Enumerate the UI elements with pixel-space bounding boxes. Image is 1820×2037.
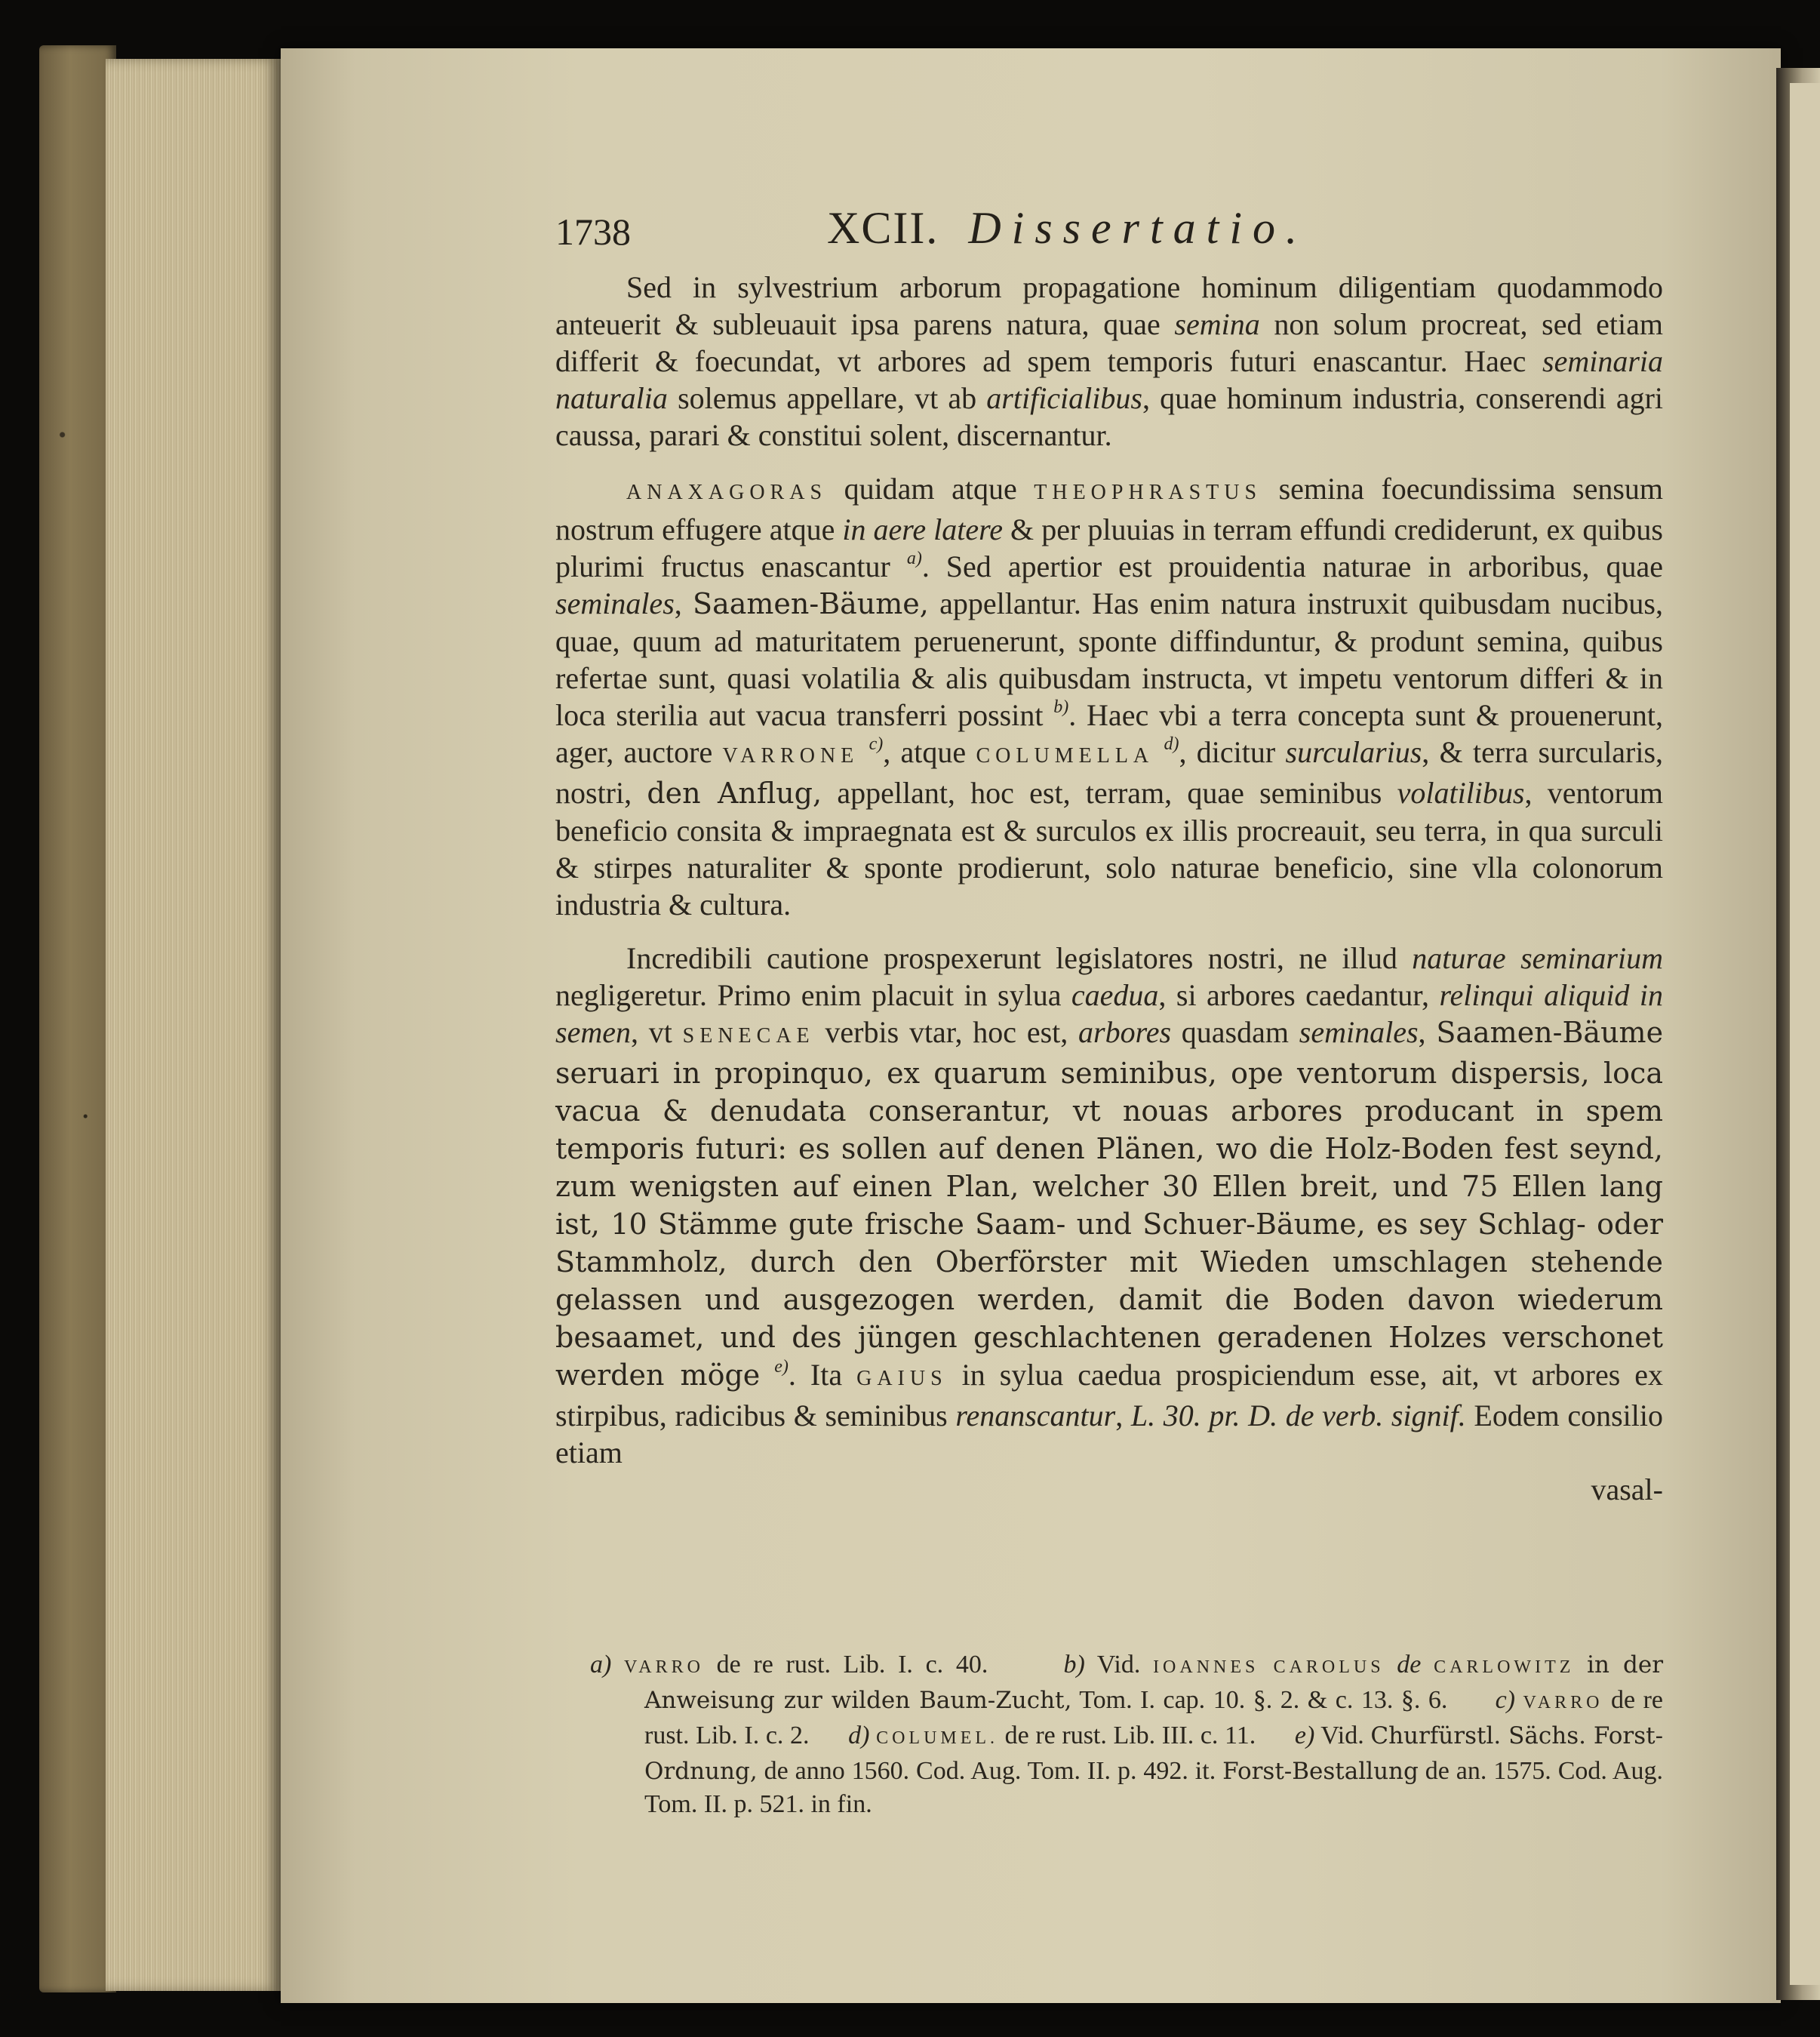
name-gaius: GAIUS — [856, 1367, 948, 1390]
footnote-mark-d: d) — [848, 1722, 870, 1749]
page-number: 1738 — [555, 211, 631, 253]
name-columella: COLUMELLA — [976, 744, 1154, 768]
section-number: XCII. — [827, 203, 939, 253]
dissertation-title: Dissertatio. — [968, 203, 1308, 253]
footnote-mark-c: c) — [1495, 1686, 1515, 1714]
book-cover — [39, 45, 116, 1992]
page-header — [555, 195, 1665, 263]
footnote-ref-b: b) — [1053, 697, 1069, 718]
footnote-ref-c: c) — [868, 734, 884, 755]
footnote-mark-a: a) — [590, 1651, 612, 1679]
footnote-block: a) VARRO de re rust. Lib. I. c. 40. b) Vid. IOANNES CAROLUS de CARLOWITZ in der Anweisung zur wilden Baum-Zucht, Tom. I. cap. 10. §. 2. & c. 13. §. 6. c) VARRO de re rust. Lib. I. c. 2. d) COLUMEL. de re rust. Lib. III. c. 11. e) Vid. Churfürstl. Sächs. Forst-Ordnung, de anno 1560. Cod. Aug. Tom. II. p. 492. it. Forst-Bestallung de an. 1575. Cod. Aug. Tom. II. p. 521. in fin. — [590, 1651, 1664, 1818]
main-text — [555, 269, 1663, 1508]
paragraph-2: ANAXAGORAS quidam atque THEOPHRASTUS semina foecundissima sensum nostrum effugere atque in aere latere & per pluuias in terram effundi crediderunt, ex quibus plurimi fructus enascantur $^{a)}$. Sed apertior est prouidentia naturae in arboribus, quae seminales, Saamen-Bäume, appellantur. Has enim natura instruxit quibusdam nucibus, quae, quum ad maturitatem peruenerunt, sponte diffinduntur, & produnt semina, quibus refertae sunt, quasi volatilia & alis quibusdam instructa, vt impetu ventorum differi & in loca sterilia aut vacua transferri possint $^{b)}$. Haec vbi a terra concepta sunt & prouenerunt, ager, auctore VARRONE $^{c)}$, atque COLUMELLA $^{d)}$, dicitur surcularius, & terra surcularis, nostri, den Anflug, appellant, hoc est, terram, quae seminibus volatilibus, ventorum beneficio consita & impraegnata est & surculos ex illis procreauit, seu terra, in qua surculi & stirpes naturaliter & sponte prodierunt, solo naturae beneficio, sine vlla colonorum industria & cultura. — [555, 472, 1664, 922]
opposite-page-edge — [1790, 83, 1820, 1985]
name-theophrastus: THEOPHRASTUS — [1034, 481, 1262, 504]
page-edges — [106, 59, 281, 1991]
name-senecae: SENECAE — [682, 1024, 815, 1048]
paragraph-1: Sed in sylvestrium arborum propagatione hominum diligentiam quodammodo anteuerit & subleuauit ipsa parens natura, quae semina non solum procreat, sed etiam differit & foecundat, vt arbores ad spem temporis futuri enascantur. Haec seminaria naturalia solemus appellare, vt ab artificialibus, quae hominum industria, conserendi agri caussa, parari & constitui solent, discernantur. — [555, 270, 1664, 452]
footnote-mark-b: b) — [1063, 1651, 1085, 1679]
footnote-ref-e: e) — [774, 1357, 789, 1377]
name-anaxagoras: ANAXAGORAS — [626, 481, 828, 504]
paragraph-3: Incredibili cautione prospexerunt legislatores nostri, ne illud naturae seminarium negligeretur. Primo enim placuit in sylua caedua, si arbores caedantur, relinqui aliquid in semen, vt SENECAE verbis vtar, hoc est, arbores quasdam seminales, Saamen-Bäume seruari in propinquo, ex quarum seminibus, ope ventorum dispersis, loca vacua & denudata conserantur, vt nouas arbores producant in spem temporis futuri: es sollen auf denen Plänen, wo die Holz-Boden fest seynd, zum wenigsten auf einen Plan, welcher 30 Ellen breit, und 75 Ellen lang ist, 10 Stämme gute frische Saam- und Schuer-Bäume, es sey Schlag- oder Stammholz, durch den Oberförster mit Wieden umschlagen stehende gelassen und ausgezogen werden, damit die Boden davon wiederum besaamet, und des jüngen geschlachtenen geradenen Holzes verschonet werden möge $^{e)}$. Ita GAIUS in sylua caedua prospiciendum esse, ait, vt arbores ex stirpibus, radicibus & seminibus renanscantur, L. 30. pr. D. de verb. signif. Eodem consilio etiam — [555, 941, 1664, 1469]
footnote-ref-d: d) — [1164, 734, 1179, 755]
footnote-mark-e: e) — [1294, 1722, 1315, 1749]
running-title — [827, 202, 1308, 254]
name-varro: VARRONE — [722, 744, 859, 768]
catchword: vasal- — [1591, 1472, 1663, 1506]
footnotes — [590, 1648, 1663, 1820]
footnote-ref-a: a) — [906, 549, 922, 569]
